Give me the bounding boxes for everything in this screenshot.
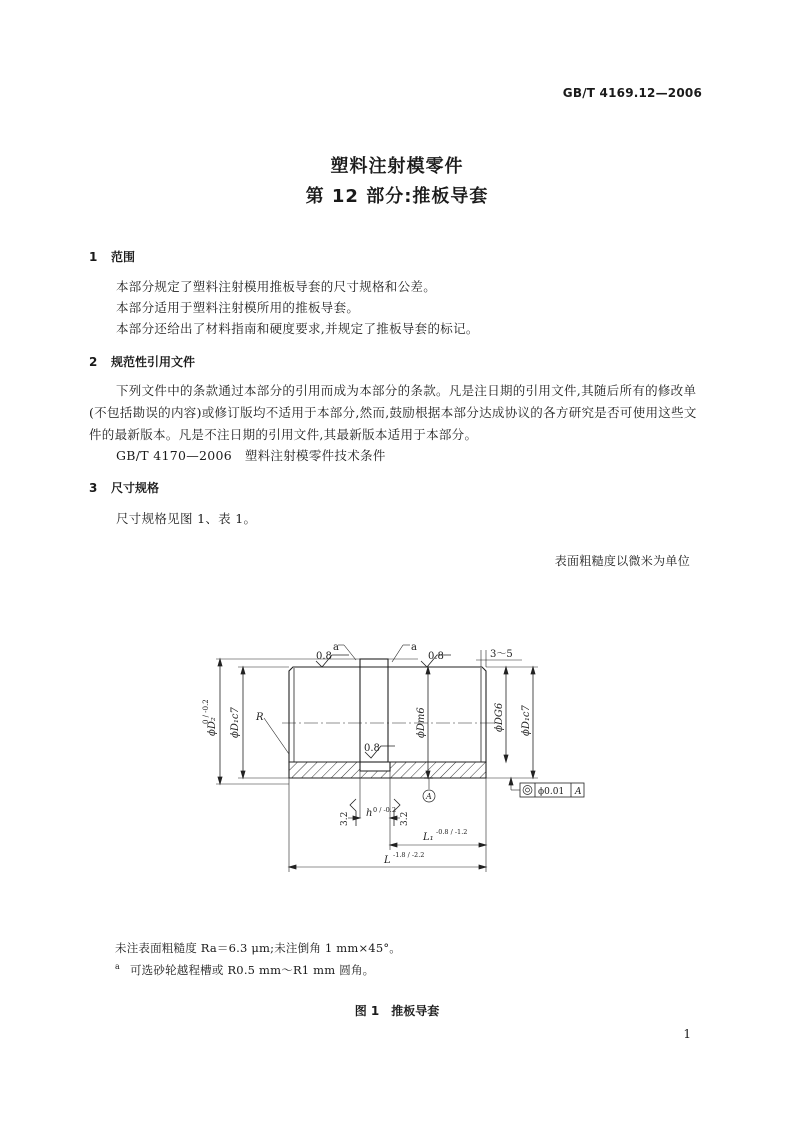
datum-label: A [426, 792, 432, 801]
figure-caption: 图 1 推板导套 [354, 1004, 440, 1018]
paragraph: 本部分适用于塑料注射模所用的推板导套。 [116, 300, 360, 315]
gap-dimension: 3～5 [490, 649, 513, 660]
dim-d2-tolerance: 0 / -0.2 [202, 699, 210, 724]
section-heading-3: 3 尺寸规格 [89, 481, 160, 495]
dim-d2: ϕD₂ [207, 717, 218, 736]
dim-h-tolerance: 0 / -0.2 [373, 806, 396, 814]
tolerance-value: ϕ0.01 [538, 787, 565, 797]
standard-code: GB/T 4169.12—2006 [562, 86, 702, 100]
dim-h: h [366, 808, 373, 819]
dim-d1-right: ϕD₁c7 [521, 705, 532, 736]
roughness-label: 3.2 [340, 811, 350, 826]
roughness-label: 0.8 [428, 651, 444, 662]
unit-note: 表面粗糙度以微米为单位 [554, 554, 690, 568]
roughness-label: 0.8 [316, 651, 332, 662]
note-marker-a: a [333, 642, 339, 653]
dim-l-tolerance: -1.8 / -2.2 [393, 851, 425, 859]
document-title: 塑料注射模零件 [330, 156, 464, 177]
roughness-label: 0.8 [364, 743, 380, 754]
section-heading-2: 2 规范性引用文件 [89, 355, 196, 369]
radius-label: R [256, 712, 264, 723]
footnote-marker: a [115, 962, 120, 971]
roughness-label: 3.2 [400, 811, 410, 826]
dim-d1: ϕD₁c7 [230, 707, 241, 738]
figure-footnote: $^a$ 可选砂轮越程槽或 R0.5 mm～R1 mm 圆角。 [115, 962, 375, 977]
reference-item: GB/T 4170—2006 塑料注射模零件技术条件 [116, 448, 386, 463]
document-subtitle: 第 12 部分:推板导套 [305, 186, 489, 207]
paragraph: 本部分规定了塑料注射模用推板导套的尺寸规格和公差。 [116, 279, 437, 294]
paragraph: 尺寸规格见图 1、表 1。 [116, 511, 257, 526]
dim-l1: L₁ [423, 832, 434, 843]
page-number: 1 [683, 1027, 691, 1041]
paragraph: 本部分还给出了材料指南和硬度要求,并规定了推板导套的标记。 [116, 321, 479, 336]
paragraph: 下列文件中的条款通过本部分的引用而成为本部分的条款。凡是注日期的引用文件,其随后所有的修改单(不包括勘误的内容)或修订版均不适用于本部分,然而,鼓励根据本部分达成协议的各方研究是否可使用这些文件的最新版本。凡是不注日期的引用文件,其最新版本适用于本部分。 [89, 383, 697, 442]
dim-l1-tolerance: -0.8 / -1.2 [436, 828, 468, 836]
dim-d-m6: ϕDm6 [416, 707, 427, 738]
section-heading-1: 1 范围 [89, 250, 136, 264]
figure-note: 未注表面粗糙度 Ra＝6.3 μm;未注倒角 1 mm×45°。 [115, 941, 401, 955]
dim-d-g6: ϕDG6 [494, 702, 505, 732]
dim-l: L [384, 855, 391, 866]
note-marker-a: a [411, 642, 417, 653]
tolerance-datum: A [575, 787, 582, 797]
